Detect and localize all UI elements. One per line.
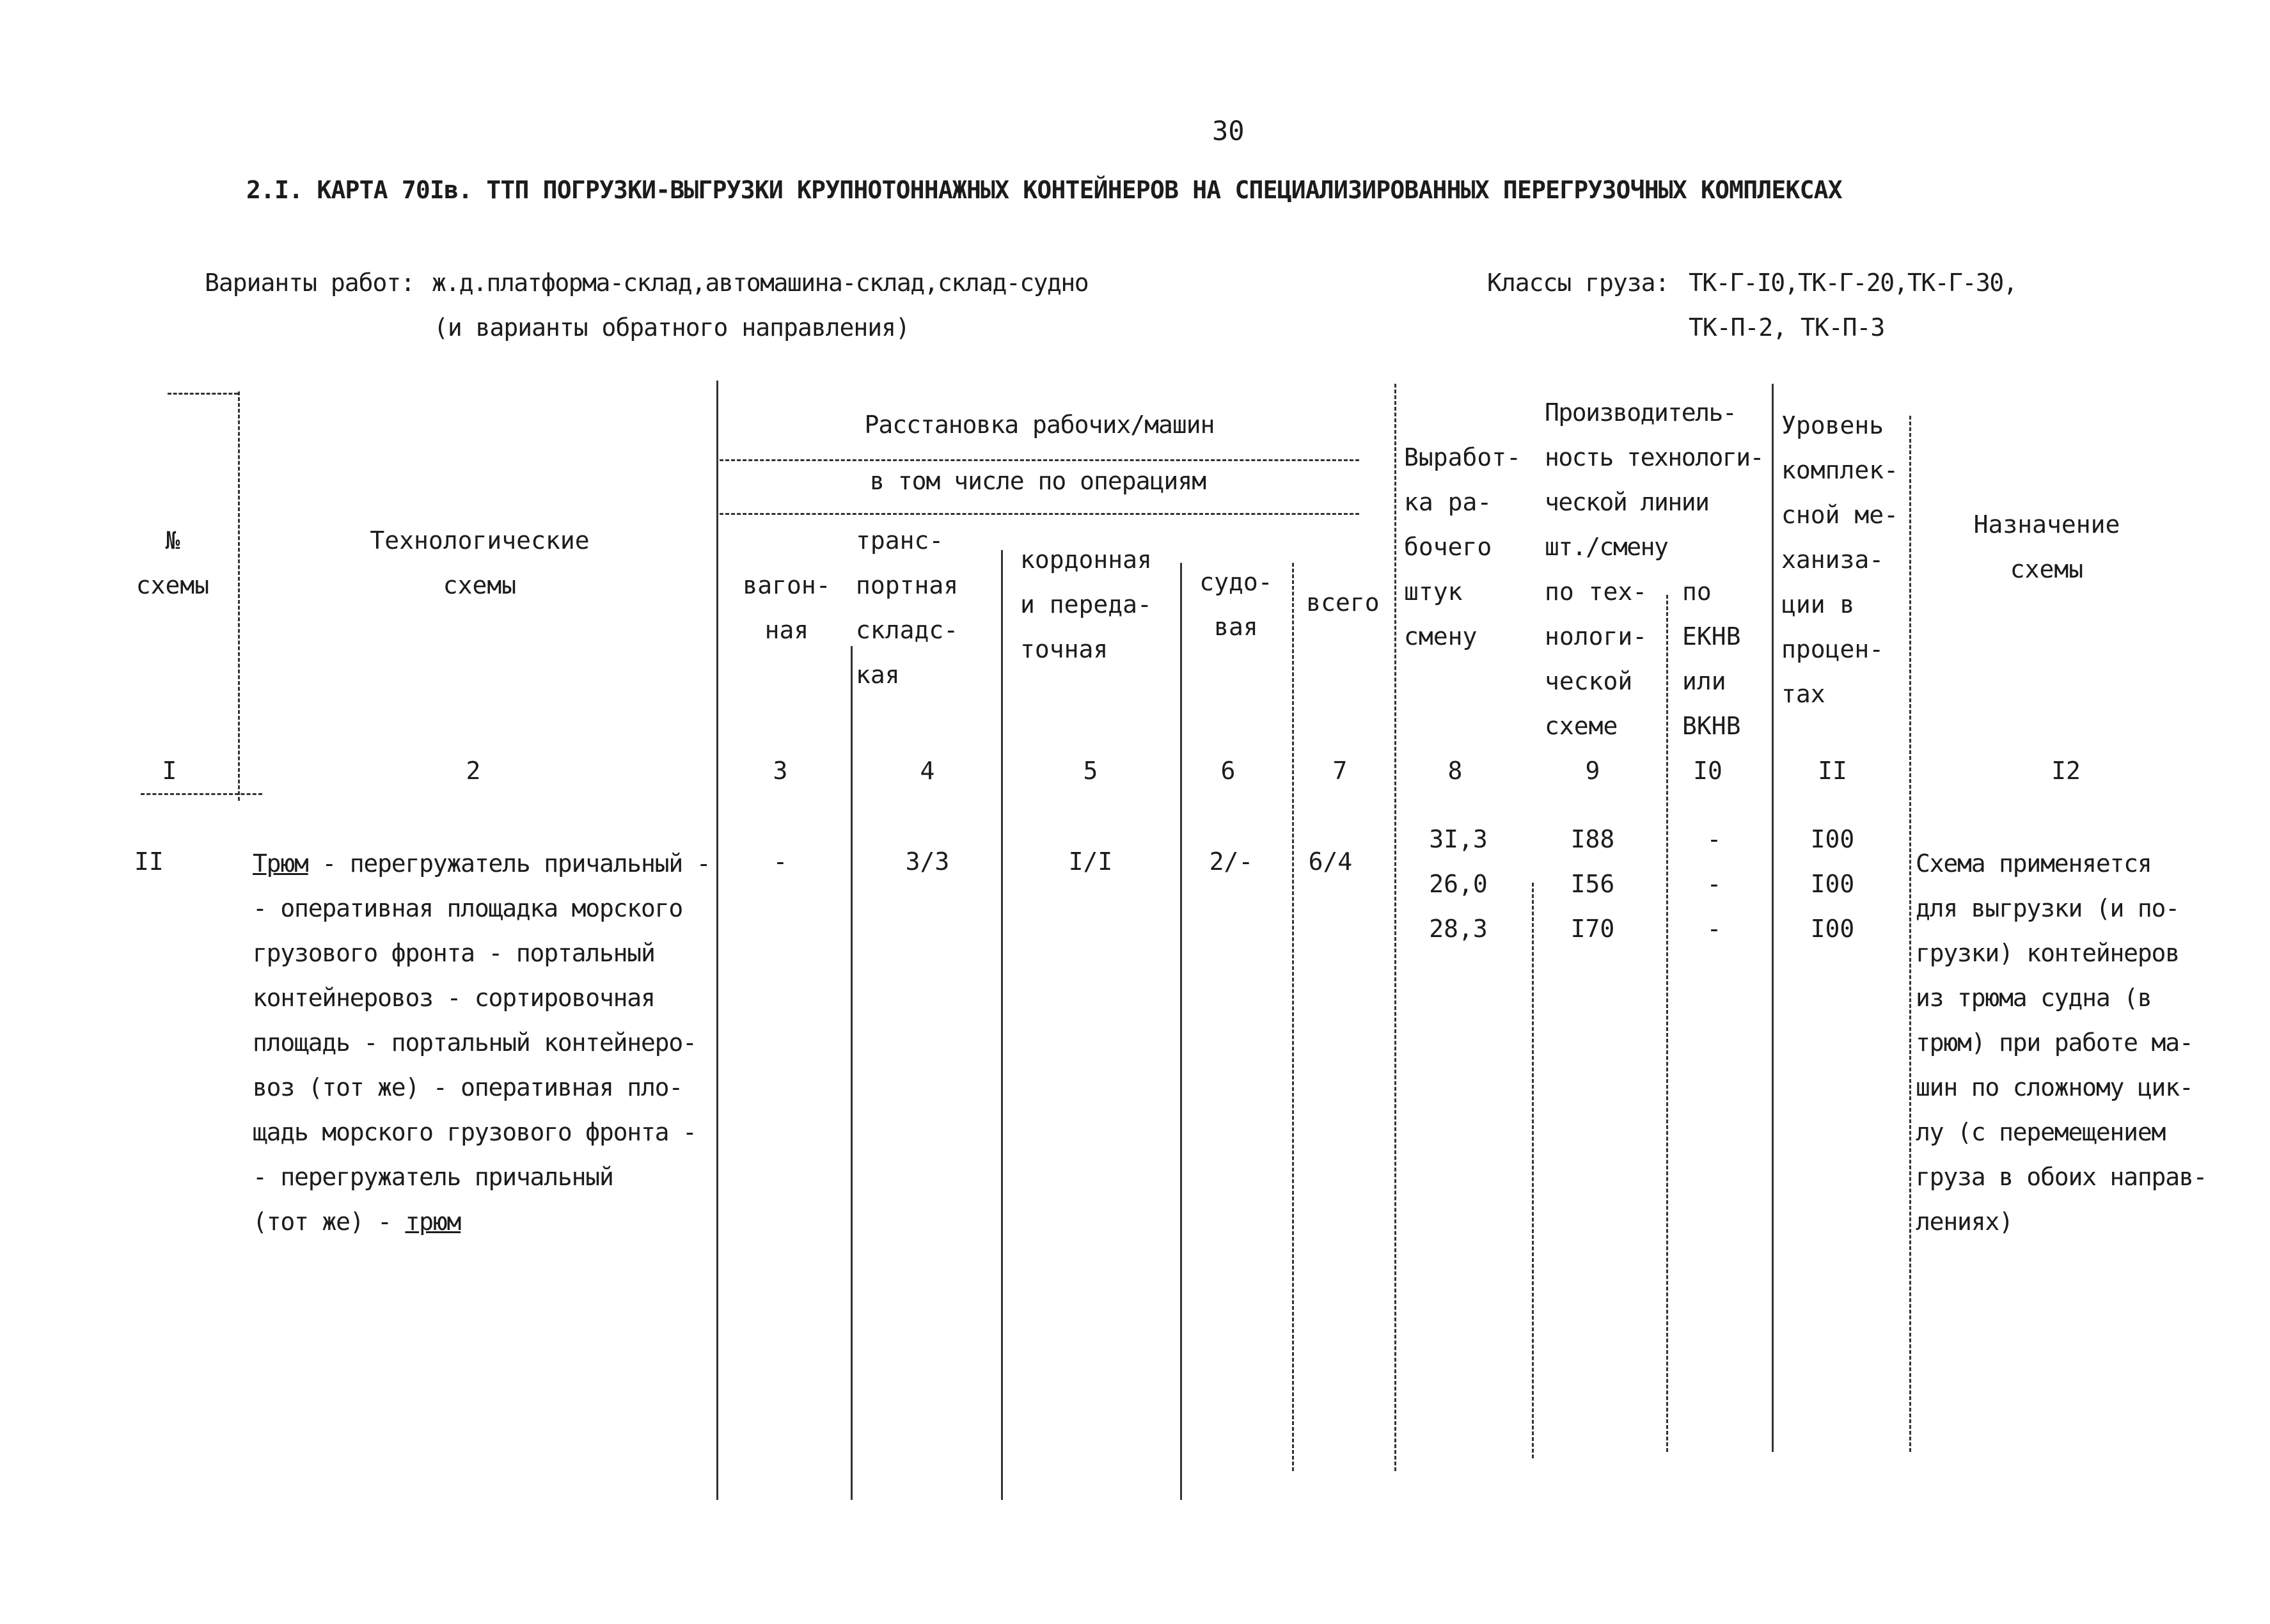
- row-eknv-3: -: [1706, 915, 1722, 943]
- col-divider-4: [1001, 550, 1003, 1500]
- column-number-1: I: [162, 757, 177, 785]
- row-transport: 3/3: [905, 847, 950, 876]
- row-mechanization-3: I00: [1810, 915, 1855, 943]
- row-ship: 2/-: [1209, 847, 1254, 876]
- header-scheme-no: № схемы: [136, 526, 210, 599]
- cargo-classes-line2: ТК-П-2, ТК-П-3: [1689, 313, 1885, 342]
- rule-under-placement: [720, 459, 1359, 461]
- col-divider-6: [1292, 563, 1294, 1471]
- row-output-1: 3I,3: [1429, 825, 1488, 853]
- variants-value: ж.д.платформа-склад,автомашина-склад,склад-судно: [432, 269, 1089, 297]
- row-total: 6/4: [1308, 847, 1353, 876]
- header-productivity-by-tech: по тех- нологи- ческой схеме: [1545, 578, 1648, 740]
- header-transport: транс- портная складс- кая: [856, 526, 959, 689]
- column-number-3: 3: [773, 757, 788, 785]
- header-kordon: кордонная и переда- точная: [1020, 546, 1152, 663]
- column-number-8: 8: [1447, 757, 1463, 785]
- column-number-6: 6: [1220, 757, 1236, 785]
- row-productivity-3: I70: [1570, 915, 1615, 943]
- row-eknv-2: -: [1706, 870, 1722, 898]
- col-divider-5: [1180, 563, 1182, 1500]
- header-mechanization-level: Уровень комплек- сной ме- ханиза- ции в процен- тах: [1781, 411, 1899, 708]
- column-number-11: II: [1818, 757, 1847, 785]
- header-wagon: вагон- ная: [743, 571, 831, 644]
- row-tech-scheme-body: - перегружатель причальный - - оперативная площадка морского грузового фронта - портальный контейнеровоз - сортировочная площадь - портальный контейнеро- воз (тот же) - оперативная пло- щадь морского грузового фронта - - перегружатель причальный (тот же) -: [253, 849, 711, 1236]
- header-productivity-by-eknv: по ЕКНВ или ВКНВ: [1682, 578, 1741, 740]
- column-number-9: 9: [1585, 757, 1600, 785]
- row-tech-scheme: [253, 841, 710, 1244]
- header-top-rule: [168, 393, 238, 395]
- cargo-label: Классы груза:: [1487, 269, 1669, 297]
- column-number-10: I0: [1693, 757, 1722, 785]
- rule-under-col1: [141, 793, 262, 795]
- page-number: 30: [1212, 115, 1245, 146]
- row-tech-scheme-start: Трюм: [253, 849, 308, 878]
- row-scheme-no: II: [134, 847, 164, 876]
- row-scheme-purpose: Схема применяется для выгрузки (и по- грузки) контейнеров из трюма судна (в трюм) при работе ма- шин по сложному цик- лу (с перемещением груза в обоих направ- лениях): [1916, 849, 2207, 1236]
- column-number-7: 7: [1332, 757, 1348, 785]
- row-output-3: 28,3: [1429, 915, 1488, 943]
- col-divider-10: [1772, 384, 1774, 1452]
- header-placement: Расстановка рабочих/машин: [864, 411, 1215, 439]
- row-mechanization-2: I00: [1810, 870, 1855, 898]
- cargo-classes-line1: ТК-Г-I0,ТК-Г-20,ТК-Г-30,: [1689, 269, 2017, 297]
- header-by-operations: в том числе по операциям: [870, 467, 1206, 495]
- variants-label: Варианты работ:: [205, 269, 415, 297]
- row-output-2: 26,0: [1429, 870, 1488, 898]
- col-divider-11: [1909, 416, 1911, 1452]
- row-eknv-1: -: [1706, 825, 1722, 853]
- column-number-12: I2: [2051, 757, 2081, 785]
- column-number-2: 2: [466, 757, 481, 785]
- row-tech-scheme-end: трюм: [405, 1208, 461, 1236]
- col-divider-1: [238, 391, 240, 801]
- col-divider-2: [716, 381, 718, 1500]
- col-divider-9: [1666, 595, 1668, 1452]
- header-total: всего: [1306, 588, 1380, 617]
- header-ship: судо- вая: [1199, 568, 1273, 641]
- column-number-4: 4: [920, 757, 935, 785]
- header-tech-schemes: Технологические схемы: [370, 526, 590, 599]
- column-number-5: 5: [1083, 757, 1098, 785]
- row-productivity-2: I56: [1570, 870, 1615, 898]
- col-divider-8: [1532, 883, 1534, 1458]
- header-worker-output: Выработ- ка ра- бочего штук смену: [1404, 443, 1522, 650]
- header-productivity: Производитель- ность технологи- ческой линии шт./смену: [1545, 398, 1764, 561]
- rule-under-operations: [720, 513, 1359, 515]
- document-title: 2.I. КАРТА 70Iв. ТТП ПОГРУЗКИ-ВЫГРУЗКИ КРУПНОТОННАЖНЫХ КОНТЕЙНЕРОВ НА СПЕЦИАЛИЗИРОВАННЫХ ПЕРЕГРУЗОЧНЫХ КОМПЛЕКСАХ: [246, 176, 1842, 204]
- row-productivity-1: I88: [1570, 825, 1615, 853]
- header-scheme-purpose: Назначение схемы: [1973, 510, 2120, 583]
- col-divider-3: [851, 646, 853, 1500]
- row-kordon: I/I: [1068, 847, 1113, 876]
- row-mechanization-1: I00: [1810, 825, 1855, 853]
- row-wagon: -: [773, 847, 788, 876]
- variants-reverse: (и варианты обратного направления): [434, 313, 910, 342]
- col-divider-7: [1394, 384, 1396, 1471]
